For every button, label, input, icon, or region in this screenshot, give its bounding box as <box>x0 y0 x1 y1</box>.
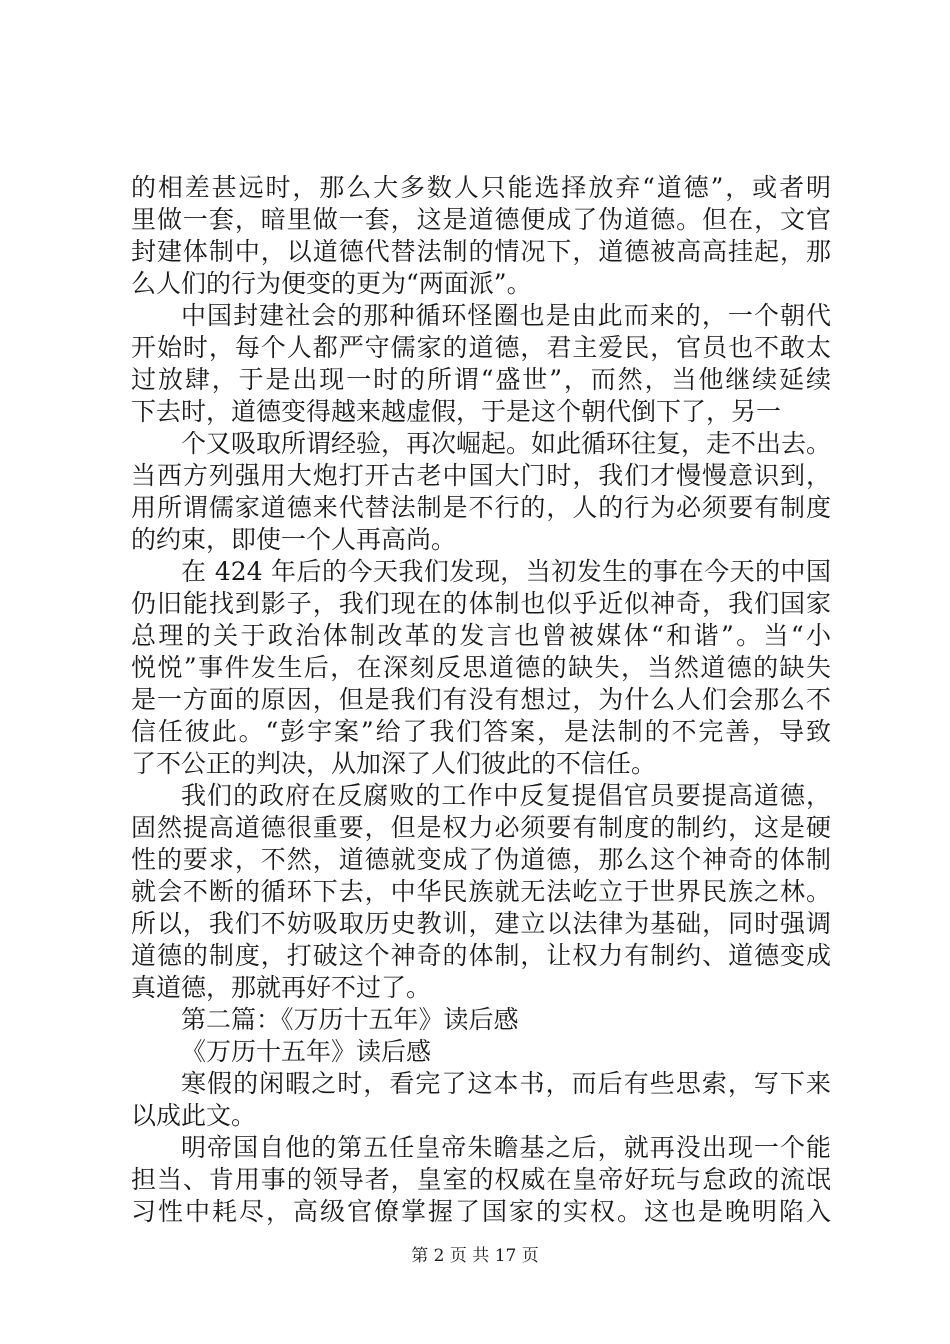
text-line: 开始时，每个人都严守儒家的道德，君主爱民，官员也不敢太 <box>131 333 831 362</box>
text-line: 么人们的行为便变的更为“两面派”。 <box>131 269 532 298</box>
text-line: 在 424 年后的今天我们发现，当初发生的事在今天的中国 <box>181 557 831 586</box>
text-line: 道德的制度，打破这个神奇的体制，让权力有制约、道德变成 <box>131 941 831 970</box>
section-heading: 第二篇：《万历十五年》读后感 <box>181 1005 519 1034</box>
text-line: 用所谓儒家道德来代替法制是不行的，人的行为必须要有制度 <box>131 493 831 522</box>
text-line: 仍旧能找到影子，我们现在的体制也似乎近似神奇，我们国家 <box>131 589 831 618</box>
text-line: 悦悦”事件发生后，在深刻反思道德的缺失，当然道德的缺失 <box>131 653 831 682</box>
text-line: 下去时，道德变得越来越虚假，于是这个朝代倒下了，另一 <box>131 397 782 426</box>
text-line: 担当、肯用事的领导者，皇室的权威在皇帝好玩与怠政的流氓 <box>131 1165 831 1194</box>
text-line: 所以，我们不妨吸取历史教训，建立以法律为基础，同时强调 <box>131 909 831 938</box>
text-line: 性的要求，不然，道德就变成了伪道德，那么这个神奇的体制 <box>131 845 831 874</box>
text-line: 当西方列强用大炮打开古老中国大门时，我们才慢慢意识到， <box>131 461 831 490</box>
text-line: 封建体制中，以道德代替法制的情况下，道德被高高挂起，那 <box>131 237 831 266</box>
text-line: 总理的关于政治体制改革的发言也曾被媒体“和谐”。当“小 <box>131 621 831 650</box>
section-title: 《万历十五年》读后感 <box>181 1037 432 1066</box>
text-line: 习性中耗尽，高级官僚掌握了国家的实权。这也是晚明陷入 <box>131 1197 831 1226</box>
text-line: 了不公正的判决，从加深了人们彼此的不信任。 <box>131 749 657 778</box>
body-text <box>131 172 831 1228</box>
text-line: 明帝国自他的第五任皇帝朱瞻基之后，就再没出现一个能 <box>181 1133 831 1162</box>
text-line: 固然提高道德很重要，但是权力必须要有制度的制约，这是硬 <box>131 813 831 842</box>
text-line: 个又吸取所谓经验，再次崛起。如此循环往复，走不出去。 <box>181 429 831 458</box>
text-line: 的相差甚远时，那么大多数人只能选择放弃“道德”，或者明 <box>131 173 831 202</box>
text-line: 是一方面的原因，但是我们有没有想过，为什么人们会那么不 <box>131 685 831 714</box>
page-number-footer: 第 2 页 共 17 页 <box>411 1246 539 1266</box>
text-line: 我们的政府在反腐败的工作中反复提倡官员要提高道德， <box>181 781 831 810</box>
text-line: 过放肆，于是出现一时的所谓“盛世”，而然，当他继续延续 <box>131 365 831 394</box>
text-line: 的约束，即使一个人再高尚。 <box>131 525 457 554</box>
text-line: 寒假的闲暇之时，看完了这本书，而后有些思索，写下来 <box>181 1069 831 1098</box>
text-line: 中国封建社会的那种循环怪圈也是由此而来的，一个朝代 <box>181 301 831 330</box>
text-line: 信任彼此。“彭宇案”给了我们答案，是法制的不完善，导致 <box>131 717 831 746</box>
text-line: 就会不断的循环下去，中华民族就无法屹立于世界民族之林。 <box>131 877 831 906</box>
text-line: 以成此文。 <box>131 1101 257 1130</box>
text-line: 里做一套，暗里做一套，这是道德便成了伪道德。但在，文官 <box>131 205 831 234</box>
text-line: 真道德，那就再好不过了。 <box>131 973 432 1002</box>
